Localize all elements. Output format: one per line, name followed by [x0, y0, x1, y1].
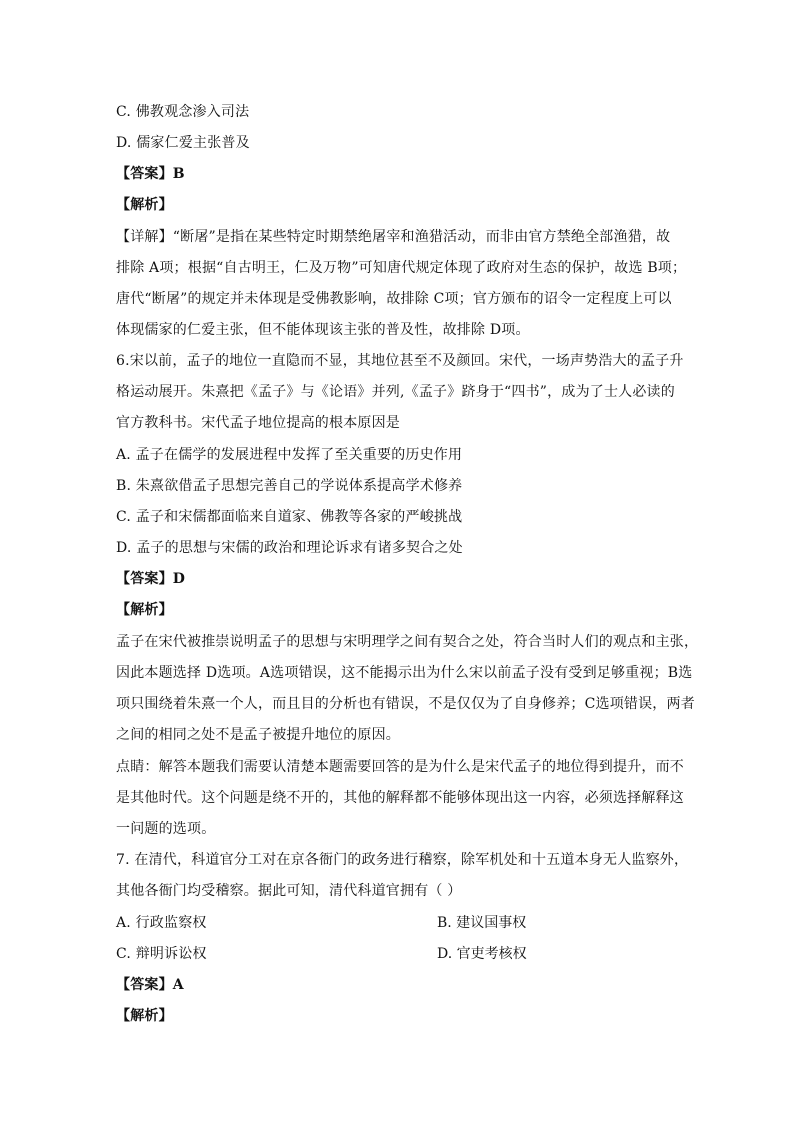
q6-tip-line: 是其他时代。这个问题是绕不开的，其他的解释都不能够体现出这一内容，必须选择解释这 — [116, 790, 684, 806]
q6-stem-line: 官方教科书。宋代孟子地位提高的根本原因是 — [116, 415, 400, 431]
q6-option-d: D. 孟子的思想与宋儒的政治和理论诉求有诸多契合之处 — [116, 540, 463, 556]
q6-stem-line: 6.宋以前，孟子的地位一直隐而不显，其地位甚至不及颜回。宋代，一场声势浩大的孟子升 — [116, 353, 684, 369]
q6-option-c: C. 孟子和宋儒都面临来自道家、佛教等各家的严峻挑战 — [116, 509, 463, 525]
q6-answer: 【答案】D — [116, 571, 186, 587]
q6-option-a: A. 孟子在儒学的发展进程中发挥了至关重要的历史作用 — [116, 447, 463, 463]
q5-option-d: D. 儒家仁爱主张普及 — [116, 135, 250, 151]
q7-stem-line: 其他各衙门均受稽察。据此可知，清代科道官拥有（ ） — [116, 883, 462, 899]
q6-analysis-heading: 【解析】 — [116, 602, 173, 618]
q5-answer: 【答案】B — [116, 166, 185, 182]
q5-analysis-heading: 【解析】 — [116, 197, 173, 213]
q6-tip-line: 点睛：解答本题我们需要认清楚本题需要回答的是为什么是宋代孟子的地位得到提升，而不 — [116, 759, 684, 775]
q5-analysis-line: 【详解】“断屠”是指在某些特定时期禁绝屠宰和渔猎活动，而非由官方禁绝全部渔猎，故 — [116, 229, 671, 245]
q5-analysis-line: 排除 A项；根据“自古明王，仁及万物”可知唐代规定体现了政府对生态的保护，故选 B项； — [116, 260, 687, 276]
q6-analysis-line: 之间的相同之处不是孟子被提升地位的原因。 — [116, 727, 400, 743]
q7-option-c: C. 辩明诉讼权 — [116, 946, 207, 962]
q7-analysis-heading: 【解析】 — [116, 1008, 173, 1024]
q5-analysis-line: 唐代“断屠”的规定并未体现是受佛教影响，故排除 C项；官方颁布的诏令一定程度上可以 — [116, 291, 672, 307]
q5-analysis-line: 体现儒家的仁爱主张，但不能体现该主张的普及性，故排除 D项。 — [116, 322, 530, 338]
q6-option-b: B. 朱熹欲借孟子思想完善自己的学说体系提高学术修养 — [116, 478, 463, 494]
q7-option-a: A. 行政监察权 — [116, 915, 207, 931]
q6-analysis-line: 孟子在宋代被推崇说明孟子的思想与宋明理学之间有契合之处，符合当时人们的观点和主张， — [116, 634, 699, 650]
q6-analysis-line: 项只围绕着朱熹一个人，而且目的分析也有错误，不是仅仅为了自身修养；C选项错误，两者 — [116, 696, 695, 712]
q7-option-d: D. 官吏考核权 — [437, 946, 527, 962]
q7-answer: 【答案】A — [116, 977, 184, 993]
q6-analysis-line: 因此本题选择 D选项。A选项错误，这不能揭示出为什么宋以前孟子没有受到足够重视；B选 — [116, 665, 693, 681]
q7-stem-line: 7. 在清代，科道官分工对在京各衙门的政务进行稽察，除军机处和十五道本身无人监察外， — [116, 852, 689, 868]
q5-option-c: C. 佛教观念渗入司法 — [116, 104, 250, 120]
q6-tip-line: 一问题的选项。 — [116, 821, 216, 837]
q6-stem-line: 格运动展开。朱熹把《孟子》与《论语》并列,《孟子》跻身于“四书”，成为了士人必读的 — [116, 384, 675, 400]
q7-option-b: B. 建议国事权 — [437, 915, 527, 931]
